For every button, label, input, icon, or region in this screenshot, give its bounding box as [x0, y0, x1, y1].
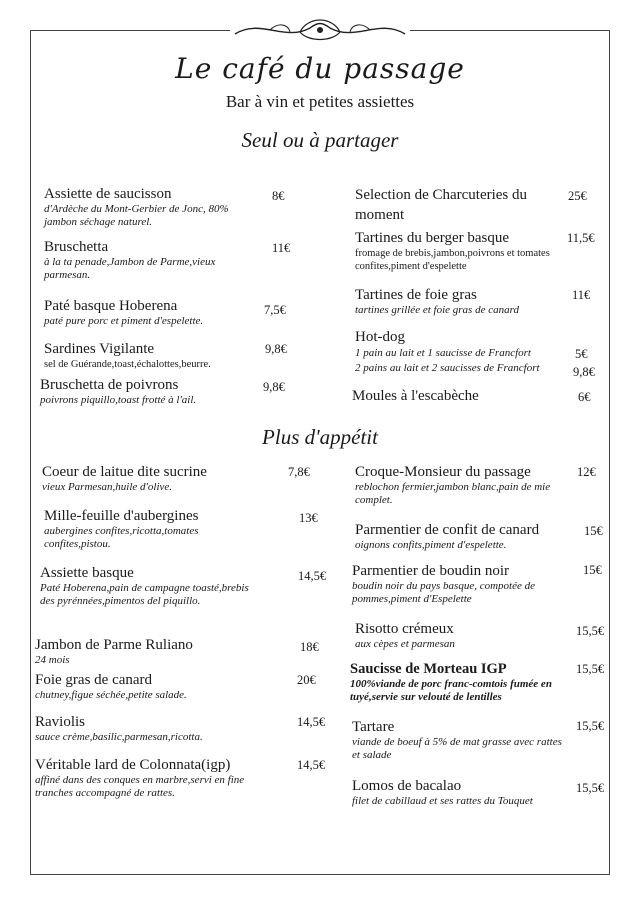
item-description: tartines grillée et foie gras de canard	[355, 304, 519, 316]
item-description: boudin noir du pays basque, compotée de pommes,piment d'Espelette	[352, 580, 535, 605]
menu-title: Le café du passage	[175, 52, 465, 85]
item-price: 20€	[297, 673, 316, 687]
menu-item	[35, 671, 275, 702]
item-name: Croque-Monsieur du passage	[355, 464, 531, 480]
item-description: d'Ardèche du Mont-Gerbier de Jonc, 80% jambon séchage naturel.	[44, 203, 229, 228]
menu-item	[40, 376, 255, 407]
menu-item	[42, 463, 282, 494]
item-description: 2 pains au lait et 2 saucisses de Francfort	[355, 362, 540, 374]
menu-item	[35, 713, 275, 744]
item-description: viande de boeuf à 5% de mat grasse avec rattes et salade	[352, 736, 562, 761]
ornament-flourish-icon	[230, 12, 410, 48]
item-description: filet de cabillaud et ses rattes du Touquet	[352, 795, 533, 807]
item-name: Foie gras de canard	[35, 672, 153, 688]
item-name: Bruschetta	[44, 239, 109, 255]
item-name: Sardines Vigilante	[44, 341, 155, 357]
item-price: 12€	[577, 465, 596, 479]
menu-item	[44, 185, 259, 229]
item-price: 15€	[584, 524, 603, 538]
item-description: chutney,figue séchée,petite salade.	[35, 689, 187, 701]
item-name: Lomos de bacalao	[352, 778, 462, 794]
menu-item	[355, 463, 570, 507]
section-title-sharing: Seul ou à partager	[241, 128, 399, 152]
menu-item	[355, 286, 565, 317]
menu-item	[355, 229, 560, 273]
item-price: 15,5€	[576, 662, 605, 676]
item-name: Parmentier de confit de canard	[355, 522, 540, 538]
item-price: 14,5€	[298, 569, 327, 583]
item-description: sel de Guérande,toast,échalottes,beurre.	[44, 359, 211, 370]
item-price: 14,5€	[297, 758, 326, 772]
item-description: poivrons piquillo,toast frotté à l'ail.	[40, 394, 197, 406]
item-price: 7,5€	[264, 303, 286, 317]
section-title-appetite: Plus d'appétit	[262, 425, 378, 449]
menu-item	[352, 718, 567, 762]
item-name: Hot-dog	[355, 329, 405, 345]
item-name: Moules à l'escabèche	[352, 388, 479, 404]
item-description: 24 mois	[35, 654, 70, 666]
item-description: vieux Parmesan,huile d'olive.	[42, 481, 173, 493]
item-price: 6€	[578, 390, 591, 404]
item-price: 9,8€	[263, 380, 285, 394]
menu-item	[44, 238, 254, 282]
item-price: 9,8€	[573, 365, 595, 379]
item-name: Bruschetta de poivrons	[40, 377, 179, 393]
item-description: reblochon fermier,jambon blanc,pain de mie complet.	[355, 481, 551, 506]
item-name: Selection de Charcuteries du moment	[355, 187, 528, 223]
item-name: Assiette de saucisson	[44, 186, 172, 202]
menu-subtitle: Bar à vin et petites assiettes	[225, 92, 415, 111]
menu-item	[35, 636, 275, 667]
item-description: à la ta penade,Jambon de Parme,vieux parmesan.	[44, 256, 216, 281]
item-name: Saucisse de Morteau IGP	[350, 661, 507, 677]
item-price: 15,5€	[576, 624, 605, 638]
item-price: 14,5€	[297, 715, 326, 729]
menu-item	[352, 562, 567, 606]
item-description: 100%viande de porc franc-comtois fumée en tuyé,servie sur velouté de lentilles	[350, 678, 552, 703]
item-price: 11,5€	[567, 231, 595, 245]
menu-item	[352, 777, 572, 808]
menu-item	[352, 387, 562, 405]
item-description: paté pure porc et piment d'espelette.	[44, 315, 204, 327]
item-name: Jambon de Parme Ruliano	[35, 637, 193, 653]
menu-item	[35, 756, 280, 800]
item-price: 8€	[272, 189, 285, 203]
item-name: Assiette basque	[40, 565, 134, 581]
item-name: Paté basque Hoberena	[44, 298, 178, 314]
item-name: Tartines de foie gras	[355, 287, 477, 303]
menu-item	[44, 340, 259, 371]
item-description: affiné dans des conques en marbre,servi en fine tranches accompagné de rattes.	[35, 774, 245, 799]
menu-item	[44, 297, 259, 328]
menu-item	[355, 185, 555, 225]
menu-item	[44, 507, 244, 551]
item-name: Coeur de laitue dite sucrine	[42, 464, 207, 480]
menu-item	[350, 660, 575, 704]
item-name: Raviolis	[35, 714, 86, 730]
item-price: 9,8€	[265, 342, 287, 356]
item-price: 15€	[583, 563, 602, 577]
item-description: fromage de brebis,jambon,poivrons et tomates confites,piment d'espelette	[355, 248, 550, 272]
menu-item	[355, 328, 570, 376]
item-name: Mille-feuille d'aubergines	[44, 508, 199, 524]
item-name: Parmentier de boudin noir	[352, 563, 510, 579]
item-price: 18€	[300, 640, 319, 654]
item-price: 13€	[299, 511, 318, 525]
item-name: Risotto crémeux	[355, 621, 454, 637]
item-description: oignons confits,piment d'espelette.	[355, 539, 507, 551]
item-price: 5€	[575, 347, 588, 361]
item-description: 1 pain au lait et 1 saucisse de Francfort	[355, 347, 531, 359]
item-price: 11€	[572, 288, 591, 302]
menu-item	[40, 564, 250, 608]
item-price: 15,5€	[576, 781, 605, 795]
item-description: Paté Hoberena,pain de campagne toasté,brebis des pyrénnées,pimentos del piquillo.	[40, 582, 249, 607]
item-name: Tartines du berger basque	[355, 230, 510, 246]
item-description: sauce crème,basilic,parmesan,ricotta.	[35, 731, 203, 743]
menu-item	[355, 521, 570, 552]
menu-item	[355, 620, 565, 651]
item-description: aux cèpes et parmesan	[355, 638, 455, 650]
item-description: aubergines confites,ricotta,tomates confites,pistou.	[44, 525, 199, 550]
item-price: 11€	[272, 241, 291, 255]
item-price: 7,8€	[288, 465, 310, 479]
item-price: 15,5€	[576, 719, 605, 733]
item-price: 25€	[568, 189, 587, 203]
item-name: Tartare	[352, 719, 395, 735]
item-name: Véritable lard de Colonnata(igp)	[35, 757, 231, 773]
